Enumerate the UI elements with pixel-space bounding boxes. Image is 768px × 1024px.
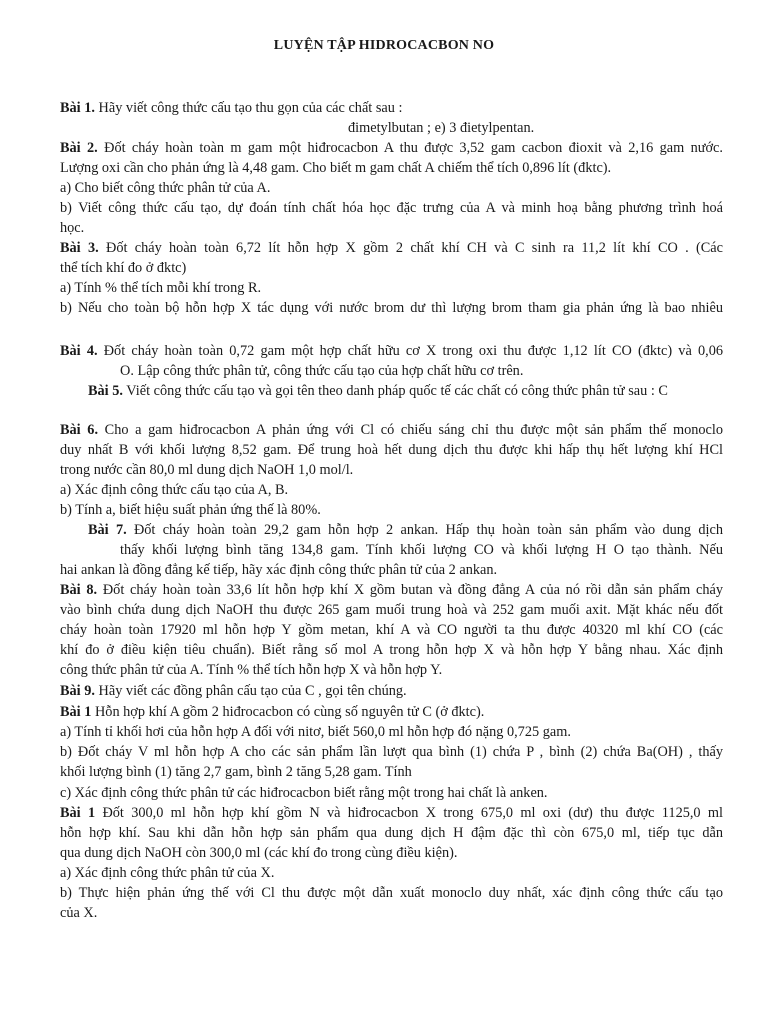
exercise-label: Bài 7.	[88, 522, 127, 538]
text-line	[60, 440, 723, 460]
text-line	[60, 803, 723, 823]
line-text: cháy hoàn toàn 17920 ml hỗn hợp Y gồm metan, khí A và CO người ta thu được 40320 ml khí CO (các	[60, 622, 723, 638]
exercise-label: Bài 9.	[60, 683, 95, 699]
line-text: học.	[60, 220, 85, 236]
line-text: thể tích khí đo ở đktc)	[60, 260, 187, 276]
line-text: c) Xác định công thức phân tử các hiđrocacbon biết rằng một trong hai chất là anken.	[60, 785, 548, 801]
line-text: Hãy viết các đồng phân cấu tạo của C , gọi tên chúng.	[94, 683, 407, 699]
text-line	[60, 500, 723, 520]
text-line	[60, 278, 723, 298]
text-line	[88, 381, 723, 401]
text-line	[60, 420, 723, 440]
line-text: khí đo ở điều kiện tiêu chuẩn). Biết rằng số mol A trong hỗn hợp X và hỗn hợp Y bằng nhau. Xác định	[60, 642, 723, 658]
text-line	[60, 722, 723, 742]
text-line	[60, 742, 723, 762]
text-line	[60, 843, 723, 863]
line-text: b) Tính a, biết hiệu suất phản ứng thế là 80%.	[60, 502, 321, 518]
line-text: a) Xác định công thức cấu tạo của A, B.	[60, 482, 289, 498]
line-text: của X.	[60, 905, 98, 921]
text-line	[88, 520, 723, 540]
line-text: a) Cho biết công thức phân tử của A.	[60, 180, 271, 196]
text-line	[120, 540, 723, 560]
line-text: Viết công thức cấu tạo và gọi tên theo danh pháp quốc tế các chất có công thức phân tử sau : C	[122, 383, 668, 399]
line-text: Đốt cháy hoàn toàn 0,72 gam một hợp chất hữu cơ X trong oxi thu được 1,12 lít CO (đktc) và 0,06	[97, 343, 723, 359]
line-text: a) Tính tỉ khối hơi của hỗn hợp A đối với nitơ, biết 560,0 ml hỗn hợp đó nặng 0,725 gam.	[60, 724, 571, 740]
line-text: trong nước cần 80,0 ml dung dịch NaOH 1,0 mol/l.	[60, 462, 354, 478]
line-text: công thức phân tử của A. Tính % thể tích hỗn hợp X và hỗn hợp Y.	[60, 662, 443, 678]
exercise-label: Bài 8.	[60, 582, 98, 598]
text-line	[60, 218, 723, 238]
exercise-label: Bài 2.	[60, 140, 98, 156]
exercise-label: Bài 1	[60, 704, 92, 720]
text-line	[60, 460, 723, 480]
line-text: Đốt cháy hoàn toàn 6,72 lít hỗn hợp X gồm 2 chất khí CH và C sinh ra 11,2 lít khí CO . (Các	[98, 240, 723, 256]
exercise-label: Bài 6.	[60, 422, 99, 438]
line-text: hai ankan là đồng đẳng kế tiếp, hãy xác định công thức phân tử của 2 ankan.	[60, 562, 498, 578]
text-line	[60, 620, 723, 640]
line-text: Hãy viết công thức cấu tạo thu gọn của các chất sau :	[94, 100, 403, 116]
line-text: O. Lập công thức phân tử, công thức cấu tạo của hợp chất hữu cơ trên.	[120, 363, 524, 379]
text-line	[60, 640, 723, 660]
line-text: Cho a gam hiđrocacbon A phản ứng với Cl có chiếu sáng chỉ thu được một sản phẩm thế monoclo	[98, 422, 723, 438]
line-text: hỗn hợp khí. Sau khi dẫn hỗn hợp sản phẩm qua dung dịch H đậm đặc thì còn 675,0 ml, tiếp tục dẫn	[60, 825, 723, 841]
line-text: qua dung dịch NaOH còn 300,0 ml (các khí đo trong cùng điều kiện).	[60, 845, 458, 861]
line-text: Đốt cháy hoàn toàn 33,6 lít hỗn hợp khí X gồm butan và đồng đẳng A của nó rồi dẫn sản phẩm cháy	[97, 582, 723, 598]
text-line	[60, 903, 723, 923]
exercise-label: Bài 5.	[88, 383, 123, 399]
line-text: vào bình chứa dung dịch NaOH thu được 265 gam muối trung hoà và 252 gam muối axit. Mặt khác nếu đốt	[60, 602, 723, 618]
exercise-label: Bài 3.	[60, 240, 99, 256]
text-line	[120, 361, 723, 381]
text-line	[60, 138, 723, 158]
text-line	[60, 681, 723, 701]
text-line	[60, 158, 723, 178]
line-text: b) Đốt cháy V ml hỗn hợp A cho các sản phẩm lần lượt qua bình (1) chứa P , bình (2) chứa Ba(OH) , thấy	[60, 744, 723, 760]
line-text: Đốt cháy hoàn toàn 29,2 gam hỗn hợp 2 ankan. Hấp thụ hoàn toàn sản phẩm vào dung dịch	[126, 522, 723, 538]
line-text: b) Viết công thức cấu tạo, dự đoán tính chất hóa học đặc trưng của A và minh hoạ bằng phương trình hoá	[60, 200, 723, 216]
text-line	[60, 580, 723, 600]
line-text: b) Thực hiện phản ứng thế với Cl thu được một dẫn xuất monoclo duy nhất, xác định công thức cấu tạo	[60, 885, 723, 901]
text-line	[348, 118, 723, 138]
text-line	[60, 660, 723, 680]
exercise-label: Bài 4.	[60, 343, 98, 359]
line-text: a) Xác định công thức phân tử của X.	[60, 865, 275, 881]
text-line	[60, 238, 723, 258]
text-line	[60, 198, 723, 218]
exercise-label: Bài 1	[60, 805, 96, 821]
line-text: a) Tính % thể tích mỗi khí trong R.	[60, 280, 262, 296]
text-line	[60, 298, 723, 318]
line-text: đimetylbutan ; e) 3 đietylpentan.	[348, 120, 535, 136]
line-text: b) Nếu cho toàn bộ hỗn hợp X tác dụng với nước brom dư thì lượng brom tham gia phản ứng là bao nhiêu	[60, 300, 723, 316]
text-line	[60, 480, 723, 500]
text-line	[60, 600, 723, 620]
text-line	[60, 258, 723, 278]
exercise-label: Bài 1.	[60, 100, 95, 116]
line-text: thấy khối lượng bình tăng 134,8 gam. Tính khối lượng CO và khối lượng H O tạo thành. Nếu	[120, 542, 723, 558]
text-line	[60, 98, 723, 118]
text-line	[60, 178, 723, 198]
text-line	[60, 863, 723, 883]
line-text: khối lượng bình (1) tăng 2,7 gam, bình 2 tăng 5,28 gam. Tính	[60, 764, 412, 780]
line-text: Đốt 300,0 ml hỗn hợp khí gồm N và hiđrocacbon X trong 675,0 ml oxi (dư) thu được 1125,0 ml	[95, 805, 723, 821]
text-line	[60, 762, 723, 782]
page-title: LUYỆN TẬP HIDROCACBON NO	[273, 38, 495, 53]
text-line	[60, 341, 723, 361]
line-text: Hỗn hợp khí A gồm 2 hiđrocacbon có cùng số nguyên tử C (ở đktc).	[91, 704, 485, 720]
line-text: Lượng oxi cần cho phản ứng là 4,48 gam. Cho biết m gam chất A chiếm thể tích 0,896 lít (đktc).	[60, 160, 612, 176]
text-line	[60, 702, 723, 722]
text-line	[60, 883, 723, 903]
text-line	[60, 783, 723, 803]
text-line	[60, 560, 723, 580]
line-text: duy nhất B với khối lượng 8,52 gam. Để trung hoà hết dung dịch thu được khi hấp thụ hết lượng khí HCl	[60, 442, 723, 458]
line-text: Đốt cháy hoàn toàn m gam một hiđrocacbon A thu được 3,52 gam cacbon đioxit và 2,16 gam nước.	[97, 140, 723, 156]
text-line	[60, 823, 723, 843]
